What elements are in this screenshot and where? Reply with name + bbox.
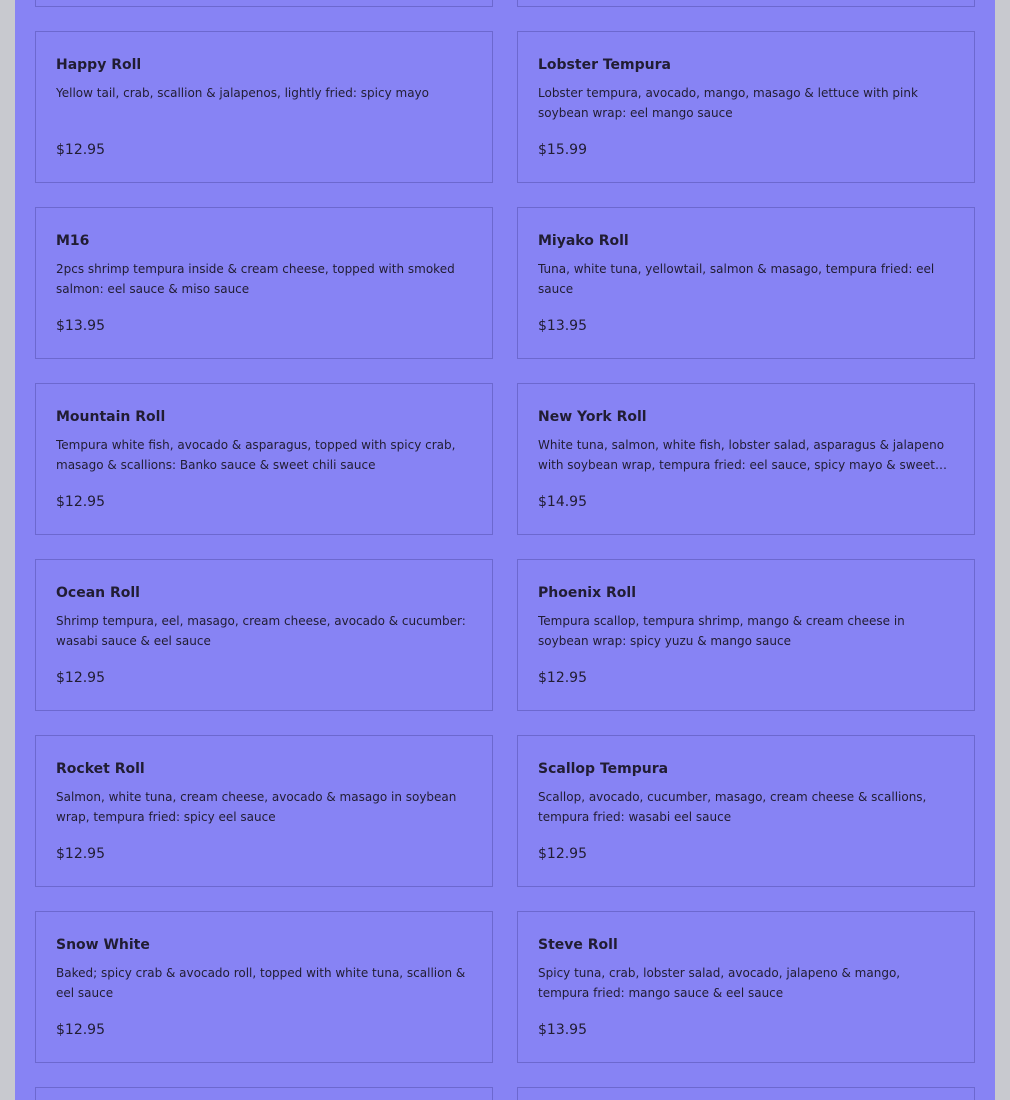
menu-item-price: $12.95 xyxy=(56,1022,105,1038)
menu-item-card[interactable] xyxy=(35,31,493,183)
menu-item-description: Yellow tail, crab, scallion & jalapenos, lightly fried: spicy mayo xyxy=(56,86,429,100)
menu-item-card[interactable] xyxy=(35,383,493,535)
menu-item-price: $13.95 xyxy=(56,318,105,334)
menu-item-description: Scallop, avocado, cucumber, masago, cream cheese & scallions, tempura fried: wasabi eel sauce xyxy=(538,790,927,824)
menu-item-description: White tuna, salmon, white fish, lobster salad, asparagus & jalapeno with soybean wrap, tempura fried: eel sauce, spicy mayo & sweet… xyxy=(538,438,948,472)
menu-item-card[interactable] xyxy=(35,207,493,359)
menu-item-description: Tuna, white tuna, yellowtail, salmon & masago, tempura fried: eel sauce xyxy=(538,262,935,296)
menu-item-card[interactable] xyxy=(35,911,493,1063)
menu-item-name: Snow White xyxy=(56,937,150,953)
menu-item-price: $13.95 xyxy=(538,1022,587,1038)
menu-item-name: Phoenix Roll xyxy=(538,585,637,601)
menu-item-price: $12.95 xyxy=(56,846,105,862)
menu-item-price: $12.95 xyxy=(56,670,105,686)
menu-grid xyxy=(35,0,975,1100)
menu-item-card[interactable] xyxy=(517,0,975,7)
menu-item-price: $12.95 xyxy=(56,494,105,510)
menu-page xyxy=(15,0,995,1100)
menu-item-name: Miyako Roll xyxy=(538,233,629,249)
menu-item-card[interactable] xyxy=(517,911,975,1063)
menu-item-description: Shrimp tempura, eel, masago, cream cheese, avocado & cucumber: wasabi sauce & eel sauce xyxy=(56,614,466,648)
menu-item-card[interactable] xyxy=(35,1087,493,1100)
menu-item-price: $12.95 xyxy=(538,670,587,686)
menu-item-price: $12.95 xyxy=(538,846,587,862)
menu-item-description: 2pcs shrimp tempura inside & cream cheese, topped with smoked salmon: eel sauce & miso sauce xyxy=(56,262,455,296)
menu-item-card[interactable] xyxy=(517,559,975,711)
menu-item-card[interactable] xyxy=(35,559,493,711)
menu-item-price: $13.95 xyxy=(538,318,587,334)
menu-item-card[interactable] xyxy=(517,1087,975,1100)
menu-item-card[interactable] xyxy=(517,735,975,887)
menu-item-description: Tempura scallop, tempura shrimp, mango & cream cheese in soybean wrap: spicy yuzu & mango sauce xyxy=(538,614,905,648)
menu-item-description: Baked; spicy crab & avocado roll, topped with white tuna, scallion & eel sauce xyxy=(56,966,466,1000)
menu-item-price: $14.95 xyxy=(538,494,587,510)
menu-item-price: $12.95 xyxy=(56,142,105,158)
menu-item-card[interactable] xyxy=(35,735,493,887)
menu-item-card[interactable] xyxy=(517,383,975,535)
menu-item-name: New York Roll xyxy=(538,409,647,425)
menu-item-name: Steve Roll xyxy=(538,937,618,953)
menu-item-card[interactable] xyxy=(517,31,975,183)
menu-item-price: $15.99 xyxy=(538,142,587,158)
menu-item-name: Happy Roll xyxy=(56,57,142,73)
menu-item-name: Rocket Roll xyxy=(56,761,145,777)
menu-item-name: Scallop Tempura xyxy=(538,761,669,777)
menu-item-description: Spicy tuna, crab, lobster salad, avocado, jalapeno & mango, tempura fried: mango sauce & eel sauce xyxy=(538,966,901,1000)
menu-item-card[interactable] xyxy=(35,0,493,7)
menu-item-name: Lobster Tempura xyxy=(538,57,671,73)
menu-item-name: Mountain Roll xyxy=(56,409,166,425)
menu-item-description: Salmon, white tuna, cream cheese, avocado & masago in soybean wrap, tempura fried: spicy eel sauce xyxy=(56,790,457,824)
menu-item-description: Lobster tempura, avocado, mango, masago & lettuce with pink soybean wrap: eel mango sauce xyxy=(538,86,918,120)
menu-item-name: Ocean Roll xyxy=(56,585,140,601)
menu-item-card[interactable] xyxy=(517,207,975,359)
menu-item-description: Tempura white fish, avocado & asparagus, topped with spicy crab, masago & scallions: Banko sauce & sweet chili sauce xyxy=(56,438,456,472)
menu-item-name: M16 xyxy=(56,233,90,249)
